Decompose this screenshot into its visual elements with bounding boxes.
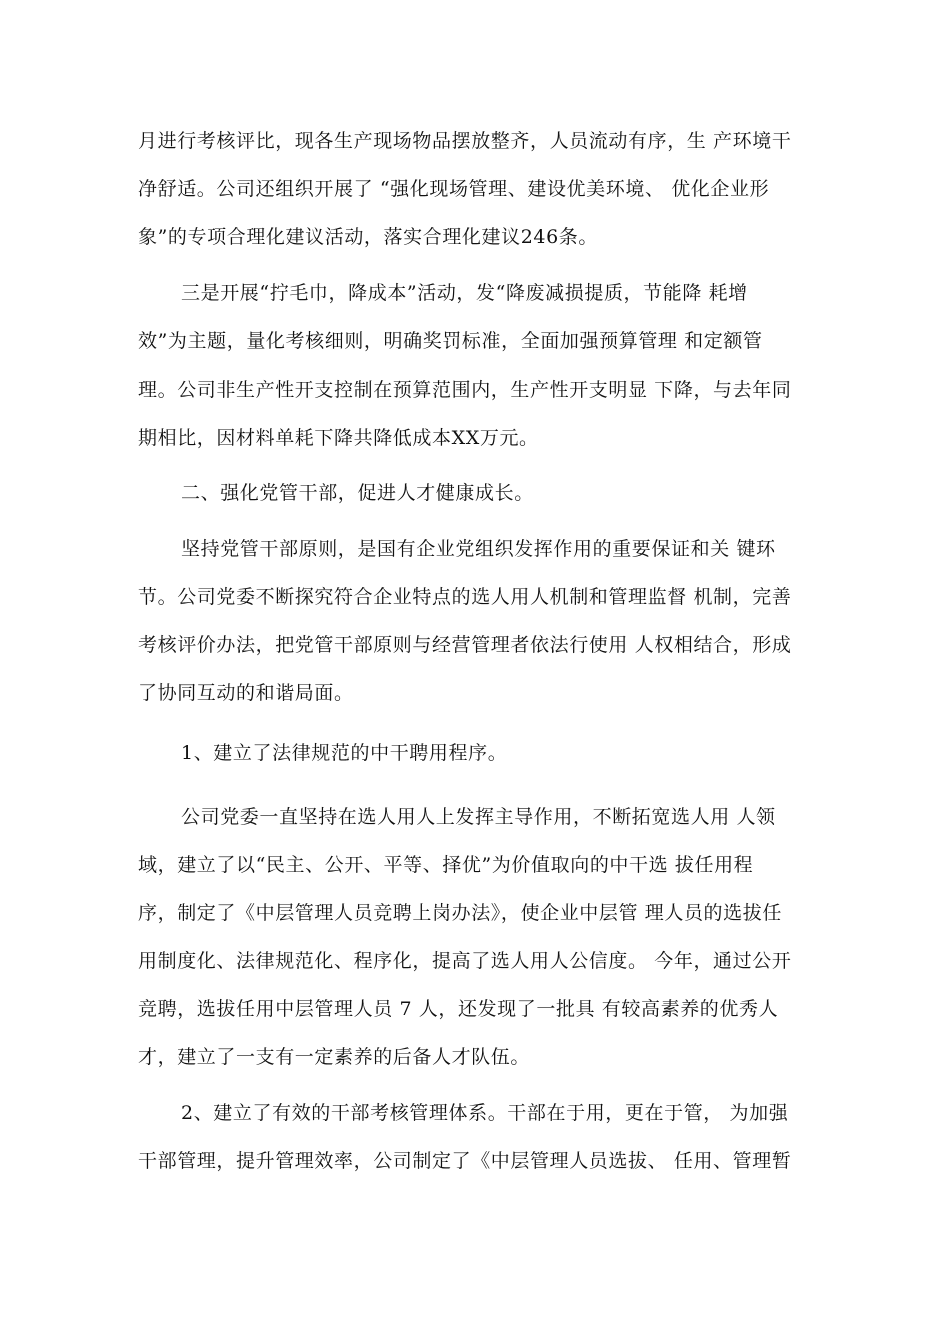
text-line: 干部管理，提升管理效率，公司制定了《中层管理人员选拔、 任用、管理暂 [138, 1150, 792, 1172]
text-line: 节。公司党委不断探究符合企业特点的选人用人机制和管理监督 机制，完善 [138, 586, 792, 608]
subsection-heading: 1、建立了法律规范的中干聘用程序。 [181, 742, 508, 764]
text-line: 用制度化、法律规范化、程序化，提高了选人用人公信度。 今年，通过公开 [138, 950, 792, 972]
text-line: 了协同互动的和谐局面。 [138, 682, 354, 704]
text-line: 考核评价办法，把党管干部原则与经营管理者依法行使用 人权相结合，形成 [138, 634, 792, 656]
text-line: 坚持党管干部原则，是国有企业党组织发挥作用的重要保证和关 键环 [181, 538, 776, 560]
text-line: 理。公司非生产性开支控制在预算范围内，生产性开支明显 下降，与去年同 [138, 379, 792, 401]
text-line: 净舒适。公司还组织开展了 “强化现场管理、建设优美环境、 优化企业形 [138, 178, 770, 200]
text-line: 期相比，因材料单耗下降共降低成本XX万元。 [138, 427, 539, 449]
text-line: 公司党委一直坚持在选人用人上发挥主导作用，不断拓宽选人用 人领 [181, 806, 776, 828]
text-line: 才，建立了一支有一定素养的后备人才队伍。 [138, 1046, 531, 1068]
text-line: 三是开展“拧毛巾，降成本”活动，发“降废减损提质，节能降 耗增 [181, 282, 748, 304]
text-line: 效”为主题，量化考核细则，明确奖罚标准，全面加强预算管理 和定额管 [138, 330, 763, 352]
text-line: 序，制定了《中层管理人员竞聘上岗办法》，使企业中层管 理人员的选拔任 [138, 902, 782, 924]
text-line: 域，建立了以“民主、公开、平等、择优”为价值取向的中干选 拔任用程 [138, 854, 754, 876]
text-line: 2、建立了有效的干部考核管理体系。干部在于用，更在于管， 为加强 [181, 1102, 789, 1124]
text-line: 象”的专项合理化建议活动，落实合理化建议246条。 [138, 226, 598, 248]
section-heading: 二、强化党管干部，促进人才健康成长。 [181, 482, 534, 504]
text-line: 竞聘，选拔任用中层管理人员 7 人，还发现了一批具 有较高素养的优秀人 [138, 998, 779, 1020]
text-line: 月进行考核评比，现各生产现场物品摆放整齐，人员流动有序，生 产环境干 [138, 130, 792, 152]
